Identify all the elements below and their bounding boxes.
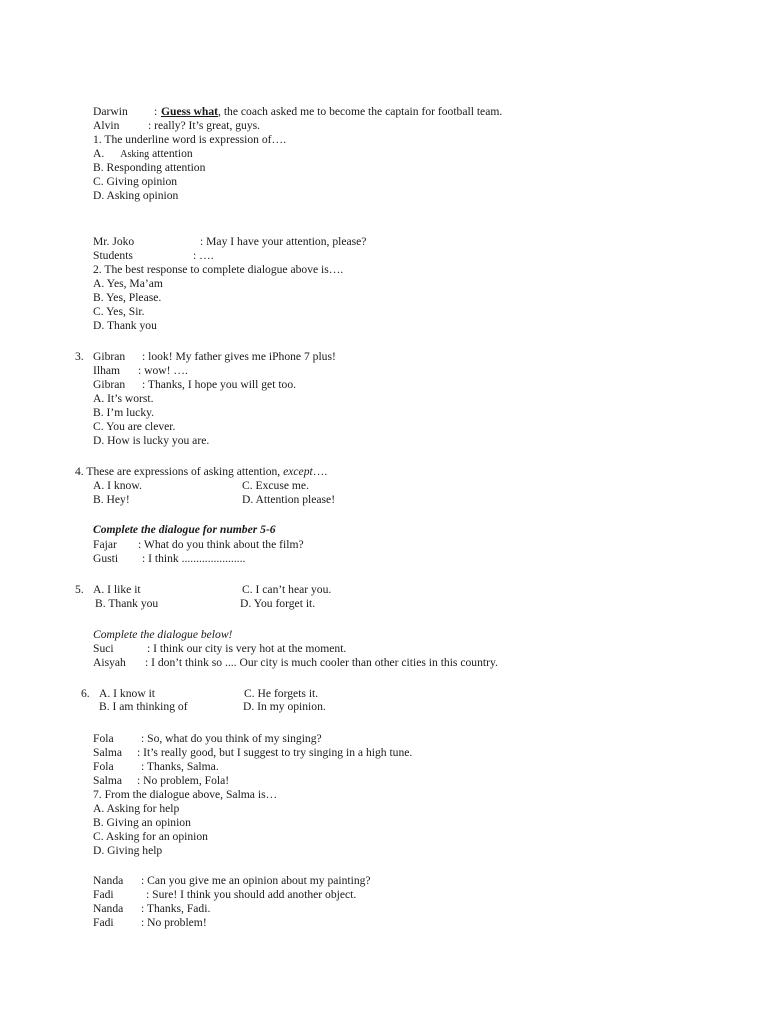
q6-option-a: A. I know it (99, 687, 156, 700)
q1-option-b: B. Responding attention (93, 161, 206, 174)
q5-option-c: C. I can’t hear you. (242, 583, 332, 596)
q8-speaker-fadi-2: Fadi (93, 916, 114, 929)
q8-line-nanda-2: : Thanks, Fadi. (141, 902, 211, 915)
q3-line-gibran: : look! My father gives me iPhone 7 plus! (142, 350, 336, 363)
q2-question: 2. The best response to complete dialogue above is…. (93, 263, 344, 276)
q3-option-c: C. You are clever. (93, 420, 176, 433)
q1-speaker-darwin: Darwin (93, 105, 128, 118)
q1-line-alvin: : really? It’s great, guys. (148, 119, 261, 132)
q7-line-fola-2: : Thanks, Salma. (141, 760, 219, 773)
q3-option-a: A. It’s worst. (93, 392, 154, 405)
q1-option-c: C. Giving opinion (93, 175, 178, 188)
q6-instruction: Complete the dialogue below! (93, 628, 233, 641)
q6-speaker-suci: Suci (93, 642, 114, 655)
q1-option-d: D. Asking opinion (93, 189, 179, 202)
q5-option-a: A. I like it (93, 583, 141, 596)
q6-option-c: C. He forgets it. (244, 687, 319, 700)
q3-speaker-ilham: Ilham (93, 364, 121, 377)
q4-option-d: D. Attention please! (242, 493, 336, 506)
q7-line-salma: : It’s really good, but I suggest to try singing in a high tune. (137, 746, 413, 759)
q7-speaker-salma-2: Salma (93, 774, 122, 787)
q1-line-darwin (161, 105, 502, 118)
q6-speaker-aisyah: Aisyah (93, 656, 126, 669)
q1-question: 1. The underline word is expression of…. (93, 133, 286, 146)
q4-option-c: C. Excuse me. (242, 479, 309, 492)
q5-speaker-fajar: Fajar (93, 538, 117, 551)
q8-speaker-fadi: Fadi (93, 888, 114, 901)
q4-ellipsis: …. (312, 465, 328, 478)
q8-line-fadi: : Sure! I think you should add another object. (146, 888, 357, 901)
q3-option-d: D. How is lucky you are. (93, 434, 210, 447)
q5-line-gusti: : I think ...................... (142, 552, 246, 565)
q3-line-ilham: : wow! …. (138, 364, 188, 377)
q4-question (75, 465, 327, 478)
q2-line-joko: : May I have your attention, please? (200, 235, 367, 248)
q1-underlined-phrase: Guess what (161, 105, 219, 118)
q1-line-darwin-rest: , the coach asked me to become the captain for football team. (218, 105, 503, 118)
q7-question: 7. From the dialogue above, Salma is… (93, 788, 278, 801)
q3-number: 3. (75, 350, 84, 363)
q56-instruction: Complete the dialogue for number 5-6 (93, 523, 276, 536)
q6-line-suci: : I think our city is very hot at the moment. (147, 642, 347, 655)
q5-option-d: D. You forget it. (240, 597, 316, 610)
q3-speaker-gibran-2: Gibran (93, 378, 126, 391)
q7-line-salma-2: : No problem, Fola! (137, 774, 230, 787)
q2-option-a: A. Yes, Ma’am (93, 277, 163, 290)
q7-option-d: D. Giving help (93, 844, 163, 857)
q7-option-a: A. Asking for help (93, 802, 180, 815)
q6-option-d: D. In my opinion. (243, 700, 326, 713)
q5-line-fajar: : What do you think about the film? (138, 538, 304, 551)
q3-speaker-gibran: Gibran (93, 350, 126, 363)
q7-line-fola: : So, what do you think of my singing? (141, 732, 322, 745)
q5-number: 5. (75, 583, 84, 596)
q6-number: 6. (81, 687, 90, 700)
q7-speaker-fola-2: Fola (93, 760, 114, 773)
q4-option-b: B. Hey! (93, 493, 130, 506)
q7-option-c: C. Asking for an opinion (93, 830, 208, 843)
q6-line-aisyah: : I don’t think so .... Our city is much cooler than other cities in this country. (145, 656, 498, 669)
q6-option-b: B. I am thinking of (99, 700, 188, 713)
q4-question-text: 4. These are expressions of asking attention, (75, 465, 281, 478)
q7-option-b: B. Giving an opinion (93, 816, 191, 829)
q8-speaker-nanda: Nanda (93, 874, 124, 887)
q3-option-b: B. I’m lucky. (93, 406, 155, 419)
q2-line-students: : …. (193, 249, 214, 262)
q2-speaker-students: Students (93, 249, 133, 262)
q8-line-fadi-2: : No problem! (141, 916, 207, 929)
q4-except: except (283, 465, 313, 478)
q5-speaker-gusti: Gusti (93, 552, 119, 565)
q8-speaker-nanda-2: Nanda (93, 902, 124, 915)
q3-line-gibran-2: : Thanks, I hope you will get too. (142, 378, 297, 391)
q8-line-nanda: : Can you give me an opinion about my painting? (141, 874, 371, 887)
q2-option-d: D. Thank you (93, 319, 157, 332)
q2-option-b: B. Yes, Please. (93, 291, 162, 304)
q4-option-a: A. I know. (93, 479, 142, 492)
q1-option-a-text: Asking (120, 149, 150, 160)
q1-option-a-text2: attention (152, 147, 193, 160)
q2-speaker-joko: Mr. Joko (93, 235, 135, 248)
q1-option-a-letter: A. (93, 147, 105, 160)
q1-option-a (93, 147, 193, 161)
q2-option-c: C. Yes, Sir. (93, 305, 145, 318)
q7-speaker-fola: Fola (93, 732, 114, 745)
q1-colon: : (154, 105, 158, 118)
q7-speaker-salma: Salma (93, 746, 122, 759)
q5-option-b: B. Thank you (95, 597, 159, 610)
q1-speaker-alvin: Alvin (93, 119, 120, 132)
